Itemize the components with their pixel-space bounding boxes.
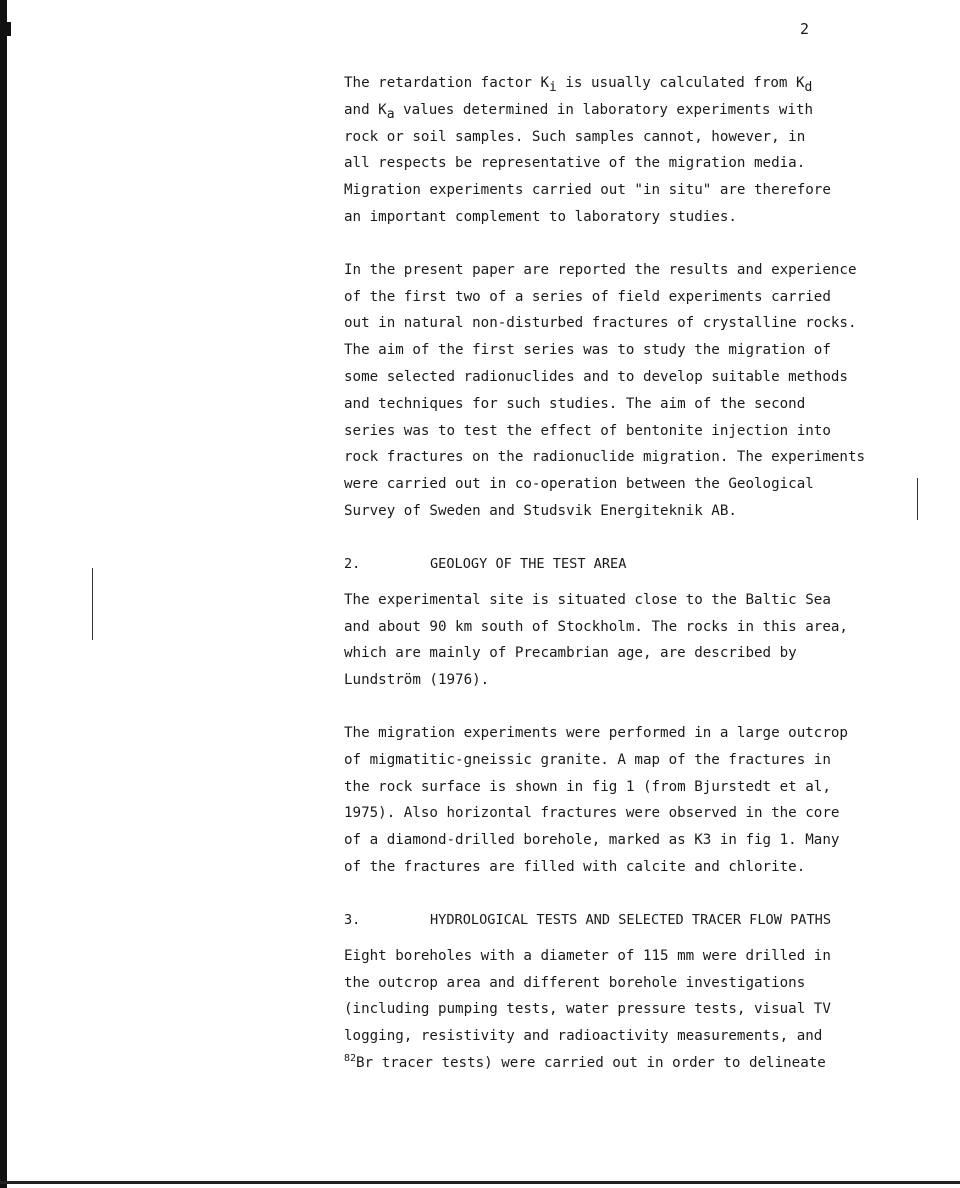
text-line: 1975). Also horizontal fractures were observed in the core: [344, 805, 840, 822]
text-line: Survey of Sweden and Studsvik Energiteknik AB.: [344, 502, 737, 519]
scan-left-edge: [0, 0, 7, 1188]
text-line: an important complement to laboratory studies.: [344, 208, 737, 225]
text-line: series was to test the effect of bentonite injection into: [344, 422, 831, 439]
text-line: the outcrop area and different borehole investigations: [344, 974, 806, 991]
text-line: and $K_a$ values determined in laboratory experiments with: [344, 101, 814, 122]
paragraph-boreholes: [344, 943, 884, 1077]
scan-edge-nub: [7, 22, 11, 36]
text-line: and about 90 km south of Stockholm. The rocks in this area,: [344, 618, 848, 635]
text-line: of migmatitic-gneissic granite. A map of the fractures in: [344, 751, 831, 768]
paragraph-present-paper: [344, 257, 884, 525]
text-line: rock or soil samples. Such samples cannot, however, in: [344, 128, 806, 145]
text-line: out in natural non-disturbed fractures of crystalline rocks.: [344, 315, 857, 332]
text-line: Lundström (1976).: [344, 672, 490, 689]
paragraph-site: [344, 587, 884, 694]
scan-mark-right: [917, 478, 918, 520]
text-line: were carried out in co-operation between the Geological: [344, 476, 814, 493]
section-heading-geology: [344, 551, 884, 577]
section-title: GEOLOGY OF THE TEST AREA: [430, 555, 627, 572]
text-line: Migration experiments carried out "in situ" are therefore: [344, 182, 831, 199]
document-body: [344, 70, 884, 1103]
text-line: The aim of the first series was to study the migration of: [344, 342, 831, 359]
scan-bottom-rule: [0, 1181, 960, 1184]
text-line: Eight boreholes with a diameter of 115 mm were drilled in: [344, 947, 831, 964]
text-line: In the present paper are reported the results and experience: [344, 261, 857, 278]
text-line: logging, resistivity and radioactivity measurements, and: [344, 1028, 823, 1045]
text-line: The migration experiments were performed in a large outcrop: [344, 724, 848, 741]
text-line: The retardation factor $K_i$ is usually calculated from $K_d$: [344, 75, 813, 95]
paragraph-retardation: [344, 70, 884, 231]
text-line: and techniques for such studies. The aim of the second: [344, 395, 806, 412]
text-line: of the first two of a series of field experiments carried: [344, 288, 831, 305]
section-heading-hydrology: [344, 907, 884, 933]
text-line: which are mainly of Precambrian age, are described by: [344, 645, 797, 662]
text-line: of a diamond-drilled borehole, marked as K3 in fig 1. Many: [344, 832, 840, 849]
text-line: (including pumping tests, water pressure tests, visual TV: [344, 1001, 831, 1018]
text-line: all respects be representative of the migration media.: [344, 155, 806, 172]
text-line: some selected radionuclides and to develop suitable methods: [344, 368, 848, 385]
section-title: HYDROLOGICAL TESTS AND SELECTED TRACER FLOW PATHS: [430, 911, 832, 928]
section-number: 3.: [344, 911, 361, 928]
text-line: The experimental site is situated close to the Baltic Sea: [344, 591, 831, 608]
page-number: 2: [800, 20, 810, 38]
text-line: of the fractures are filled with calcite and chlorite.: [344, 858, 806, 875]
text-line: $^{82}$Br tracer tests) were carried out in order to delineate: [344, 1052, 826, 1071]
text-line: the rock surface is shown in fig 1 (from Bjurstedt et al,: [344, 778, 831, 795]
section-number: 2.: [344, 555, 361, 572]
paragraph-outcrop: [344, 720, 884, 881]
text-line: rock fractures on the radionuclide migration. The experiments: [344, 449, 866, 466]
scan-mark-left: [92, 568, 93, 640]
